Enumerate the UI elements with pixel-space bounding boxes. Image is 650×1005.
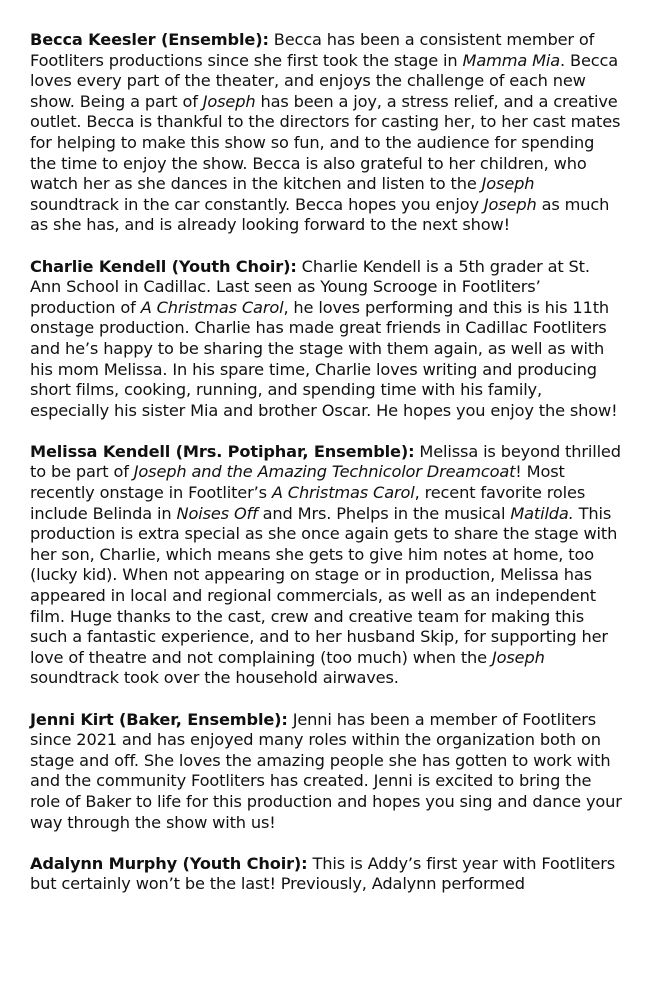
- bio-melissa-kendell: Melissa Kendell (Mrs. Potiphar, Ensemble): Melissa is beyond thrilled to be part of Joseph and the Amazing Technicolor Dreamcoat! Most recently onstage in Footliter’s A Christmas Carol, recent favorite roles include Belinda in Noises Off and Mrs. Phelps in the musical Matilda. This production is extra special as she once again gets to share the stage with her son, Charlie, which means she gets to give him notes at home, too (lucky kid). When not appearing on stage or in production, Melissa has appeared in local and regional commercials, as well as an independent film. Huge thanks to the cast, crew and creative team for making this such a fantastic experience, and to her husband Skip, for supporting her love of theatre and not complaining (too much) when the Joseph soundtrack took over the household airwaves.: [30, 441, 621, 688]
- bio-heading: Becca Keesler (Ensemble):: [30, 30, 269, 49]
- bio-heading: Jenni Kirt (Baker, Ensemble):: [30, 709, 288, 729]
- bio-jenni-kirt: Jenni Kirt (Baker, Ensemble): Jenni has been a member of Footliters since 2021 and has enjoyed many roles within the organization both on stage and off. She loves the amazing people she has gotten to work with and the community Footliters has created. Jenni is excited to bring the role of Baker to life for this production and hopes you sing and dance your way through the show with us!: [30, 709, 622, 832]
- program-page: [30, 30, 625, 916]
- bio-becca-keesler: Becca Keesler (Ensemble): Becca has been a consistent member of Footliters productions since she first took the stage in Mamma Mia. Becca loves every part of the theater, and enjoys the challenge of each new show. Being a part of Joseph has been a joy, a stress relief, and a creative outlet. Becca is thankful to the directors for casting her, to her cast mates for helping to make this show so fun, and to the audience for spending the time to enjoy the show. Becca is also grateful to her children, who watch her as she dances in the kitchen and listen to the Joseph soundtrack in the car constantly. Becca hopes you enjoy Joseph as much as she has, and is already looking forward to the next show!: [30, 30, 621, 235]
- bio-heading: Adalynn Murphy (Youth Choir):: [30, 853, 308, 873]
- bio-heading: Melissa Kendell (Mrs. Potiphar, Ensemble):: [30, 441, 415, 461]
- bio-adalynn-murphy: Adalynn Murphy (Youth Choir): This is Addy’s first year with Footliters but certainly won’t be the last! Previously, Adalynn performed: [30, 853, 616, 894]
- bio-heading: Charlie Kendell (Youth Choir):: [30, 256, 297, 276]
- bio-charlie-kendell: Charlie Kendell (Youth Choir): Charlie Kendell is a 5th grader at St. Ann School in Cadillac. Last seen as Young Scrooge in Footliters’ production of A Christmas Carol, he loves performing and this is his 11th onstage production. Charlie has made great friends in Cadillac Footliters and he’s happy to be sharing the stage with them again, as well as with his mom Melissa. In his spare time, Charlie loves writing and producing short films, cooking, running, and spending time with his family, especially his sister Mia and brother Oscar. He hopes you enjoy the show!: [30, 256, 618, 420]
